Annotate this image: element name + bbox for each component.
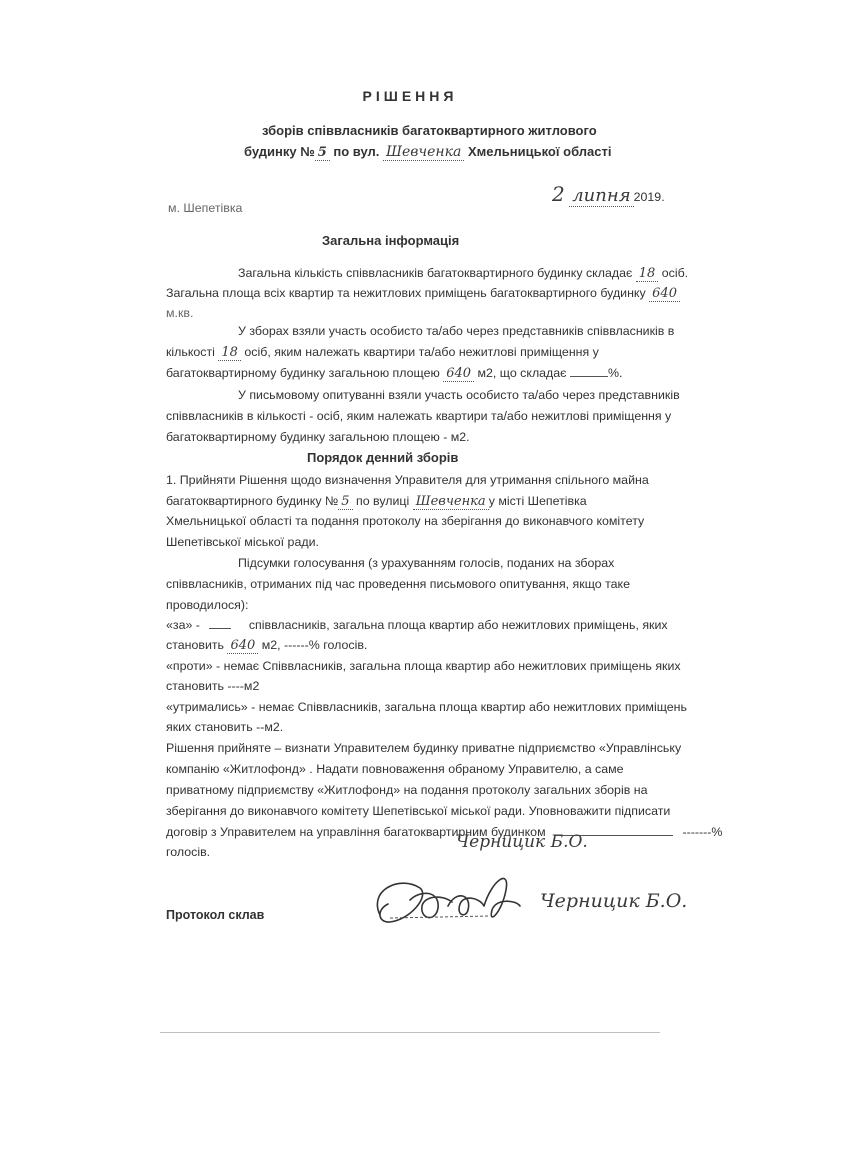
decision-percent: -------% bbox=[682, 825, 723, 839]
vote-for-percent: м2, ------% голосів. bbox=[261, 638, 368, 652]
house-number-handwritten: 5 bbox=[315, 145, 330, 161]
street-label: по вул. bbox=[333, 144, 380, 159]
owners-count-handwritten: 18 bbox=[636, 266, 659, 282]
participants-share-label: м2, що складає bbox=[477, 366, 567, 380]
decision-line-6: голосів. bbox=[166, 845, 211, 859]
vote-for-area-handwritten: 640 bbox=[227, 638, 258, 654]
participants-area-label: багатоквартирному будинку загальною площею bbox=[166, 366, 440, 380]
decision-line-5 bbox=[166, 825, 722, 839]
decision-line-2: компанію «Житлофонд» . Надати повноваження обраному Управителю, а саме bbox=[166, 762, 624, 776]
results-line-3: проводилося): bbox=[166, 598, 249, 612]
date-month-handwritten: липня bbox=[569, 185, 633, 207]
decision-line-1: Рішення прийняте – визнати Управителем будинку приватне підприємство «Управлінську bbox=[166, 741, 682, 755]
general-info-heading: Загальна інформація bbox=[322, 233, 460, 248]
date-suffix: . bbox=[661, 190, 665, 204]
general-owners-line bbox=[238, 266, 688, 281]
item-city-label: у місті Шепетівка bbox=[488, 494, 587, 508]
results-line-1: Підсумки голосування (з урахуванням голосів, поданих на зборах bbox=[238, 556, 615, 570]
participants-line-1: У зборах взяли участь особисто та/або через представників співвласників в bbox=[238, 324, 675, 338]
handwritten-name-1: Черницик Б.О. bbox=[456, 832, 588, 852]
general-area-line bbox=[166, 286, 680, 301]
participants-line-2 bbox=[166, 345, 599, 360]
vote-for-area-label: становить bbox=[166, 638, 224, 652]
vote-against-line-1: «проти» - немає Співвласників, загальна площа квартир або нежитлових приміщень яких bbox=[166, 659, 681, 673]
vote-for-line-1 bbox=[166, 618, 668, 632]
blank-line bbox=[570, 366, 608, 377]
signature-graphic bbox=[360, 860, 530, 940]
item-house-label: багатоквартирного будинку № bbox=[166, 494, 339, 508]
scan-artifact-line bbox=[160, 1032, 660, 1033]
item-house-handwritten: 5 bbox=[338, 494, 352, 510]
area-text: Загальна площа всіх квартир та нежитлових приміщень багатоквартирного будинку bbox=[166, 286, 646, 300]
house-label: будинку № bbox=[244, 144, 315, 159]
compiled-by-label: Протокол склав bbox=[166, 908, 265, 922]
total-area-handwritten: 640 bbox=[649, 286, 680, 302]
item-street-label: по вулиці bbox=[356, 494, 410, 508]
blank-line bbox=[209, 618, 231, 629]
survey-line-2: співвласників в кількості - осіб, яким належать квартири та/або нежитлові приміщення у bbox=[166, 409, 672, 423]
abstain-line-2: яких становить --м2. bbox=[166, 720, 284, 734]
subtitle-line-1: зборів співвласників багатоквартирного житлового bbox=[262, 123, 597, 138]
participants-count-label: кількості bbox=[166, 345, 215, 359]
vote-for-line-2 bbox=[166, 638, 367, 653]
area-unit: м.кв. bbox=[166, 306, 194, 320]
city-label: м. Шепетівка bbox=[168, 201, 243, 215]
owners-unit: осіб. bbox=[661, 266, 689, 280]
item-street-handwritten: Шевченка bbox=[413, 494, 489, 510]
decision-text: договір з Управителем на управління багатоквартирним будинком bbox=[166, 825, 546, 839]
participants-count-handwritten: 18 bbox=[218, 345, 241, 361]
agenda-item-1-line-1: 1. Прийняти Рішення щодо визначення Управителя для утримання спільного майна bbox=[166, 473, 649, 487]
participants-line-3 bbox=[166, 366, 622, 381]
street-handwritten: Шевченка bbox=[383, 144, 464, 161]
agenda-item-1-line-4: Шепетівської міської ради. bbox=[166, 535, 319, 549]
participants-area-handwritten: 640 bbox=[443, 366, 474, 382]
owners-text: Загальна кількість співвласників багатоквартирного будинку складає bbox=[238, 266, 633, 280]
date-day-handwritten: 2 bbox=[552, 182, 565, 206]
agenda-item-1-line-3: Хмельницької області та подання протоколу на зберігання до виконавчого комітету bbox=[166, 514, 645, 528]
region-label: Хмельницької області bbox=[467, 144, 612, 159]
subtitle-line-2 bbox=[244, 144, 611, 160]
handwritten-name-2: Черницик Б.О. bbox=[540, 890, 688, 912]
results-line-2: співвласників, отриманих під час проведення письмового опитування, якщо таке bbox=[166, 577, 630, 591]
survey-line-3: багатоквартирному будинку загальною площею - м2. bbox=[166, 430, 470, 444]
abstain-line-1: «утримались» - немає Співвласників, загальна площа квартир або нежитлових приміщень bbox=[166, 700, 687, 714]
decision-line-3: приватному підприємству «Житлофонд» на подання протоколу загальних зборів на bbox=[166, 783, 648, 797]
agenda-heading: Порядок денний зборів bbox=[307, 450, 459, 465]
date-block bbox=[552, 182, 665, 206]
percent-sign: %. bbox=[607, 366, 623, 380]
date-year: 2019 bbox=[633, 190, 662, 204]
document-title: РІШЕННЯ bbox=[362, 88, 458, 104]
vote-for-label: «за» - bbox=[166, 618, 200, 632]
vote-for-text: співвласників, загальна площа квартир або нежитлових приміщень, яких bbox=[248, 618, 668, 632]
vote-against-line-2: становить ----м2 bbox=[166, 679, 260, 693]
decision-line-4: зберігання до виконавчого комітету Шепетівської міської ради. Уповноважити підписати bbox=[166, 804, 671, 818]
participants-text: осіб, яким належать квартири та/або нежитлові приміщення у bbox=[244, 345, 599, 359]
survey-line-1: У письмовому опитуванні взяли участь особисто та/або через представників bbox=[238, 388, 680, 402]
agenda-item-1-line-2 bbox=[166, 494, 587, 509]
